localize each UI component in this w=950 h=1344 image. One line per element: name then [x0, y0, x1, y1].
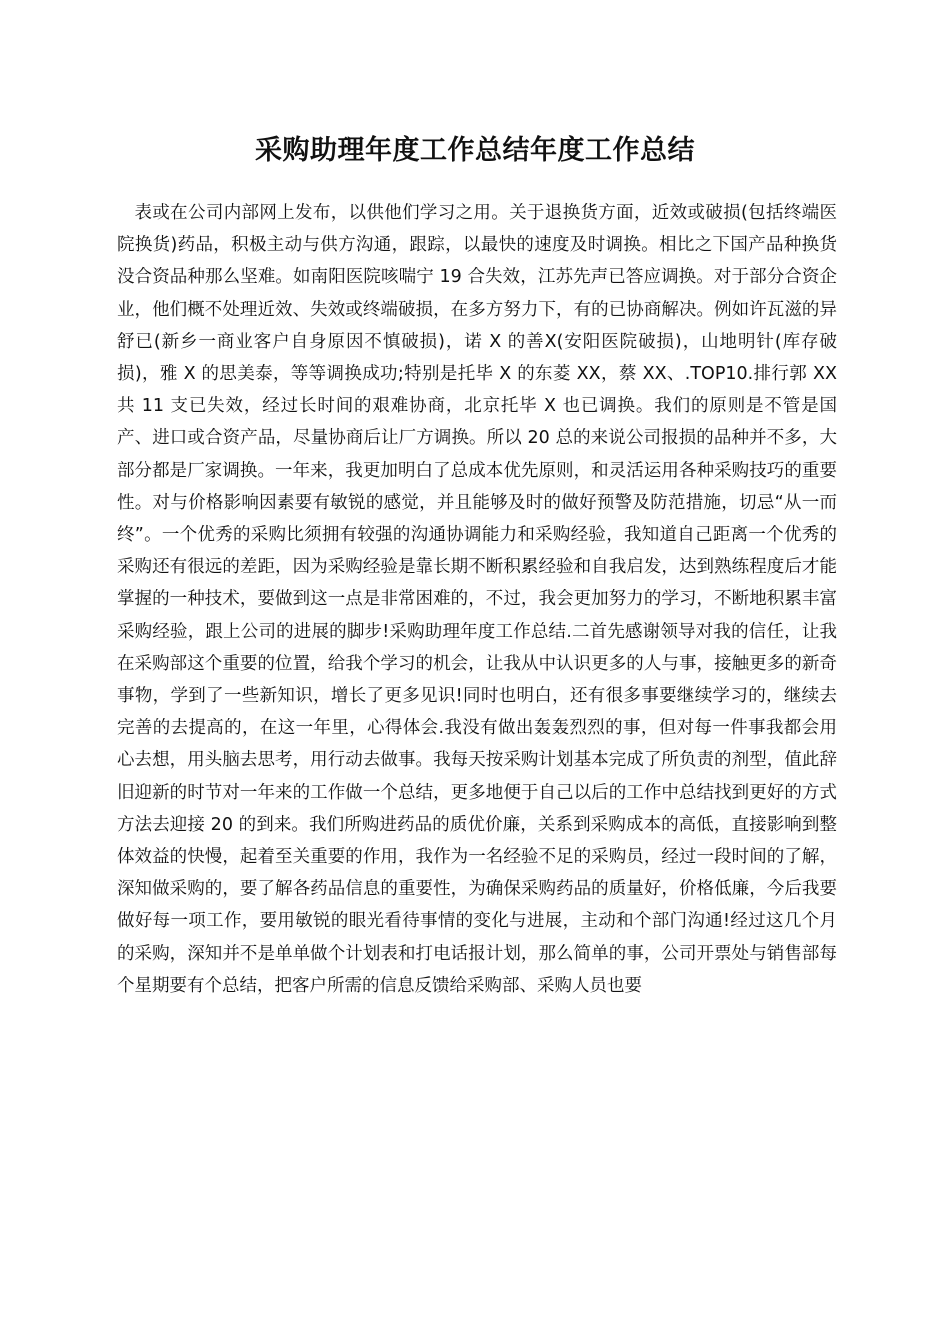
- document-title: 采购助理年度工作总结年度工作总结: [255, 135, 695, 166]
- document-body-paragraph: 表或在公司内部网上发布，以供他们学习之用。关于退换货方面，近效或破损(包括终端医院换货)药品，积极主动与供方沟通，跟踪，以最快的速度及时调换。相比之下国产品种换货没合资品种那么坚难。如南阳医院咳喘宁 19 合失效，江苏先声已答应调换。对于部分合资企业，他们概不处理近效、失效或终端破损，在多方努力下，有的已协商解决。例如许瓦滋的异舒已(新乡一商业客户自身原因不慎破损)，诺 X 的善X(安阳医院破损)，山地明针(库存破损)，雅 X 的思美泰，等等调换成功;特别是托毕 X 的东菱 XX，蔡 XX、.TOP10.排行郭 XX 共 11 支已失效，经过长时间的艰难协商，北京托毕 X 也已调换。我们的原则是不管是国产、进口或合资产品，尽量协商后让厂方调换。所以 20 总的来说公司报损的品种并不多，大部分都是厂家调换。一年来，我更加明白了总成本优先原则，和灵活运用各种采购技巧的重要性。对与价格影响因素要有敏锐的感觉，并且能够及时的做好预警及防范措施，切忌“从一而终”。一个优秀的采购比须拥有较强的沟通协调能力和采购经验，我知道自己距离一个优秀的采购还有很远的差距，因为采购经验是靠长期不断积累经验和自我启发，达到熟练程度后才能掌握的一种技术，要做到这一点是非常困难的，不过，我会更加努力的学习，不断地积累丰富采购经验，跟上公司的进展的脚步!采购助理年度工作总结.二首先感谢领导对我的信任，让我在采购部这个重要的位置，给我个学习的机会，让我从中认识更多的人与事，接触更多的新奇事物，学到了一些新知识，增长了更多见识!同时也明白，还有很多事要继续学习的，继续去完善的去提高的，在这一年里，心得体会.我没有做出轰轰烈烈的事，但对每一件事我都会用心去想，用头脑去思考，用行动去做事。我每天按采购计划基本完成了所负责的剂型，值此辞旧迎新的时节对一年来的工作做一个总结，更多地便于自己以后的工作中总结找到更好的方式方法去迎接 20 的到来。我们所购进药品的质优价廉，关系到采购成本的高低，直接影响到整体效益的快慢，起着至关重要的作用，我作为一名经验不足的采购员，经过一段时间的了解，深知做采购的，要了解各药品信息的重要性，为确保采购药品的质量好，价格低廉，今后我要做好每一项工作，要用敏锐的眼光看待事情的变化与进展，主动和个部门沟通!经过这几个月的采购，深知并不是单单做个计划表和打电话报计划，那么简单的事，公司开票处与销售部每个星期要有个总结，把客户所需的信息反馈给采购部、采购人员也要: [117, 203, 837, 996]
